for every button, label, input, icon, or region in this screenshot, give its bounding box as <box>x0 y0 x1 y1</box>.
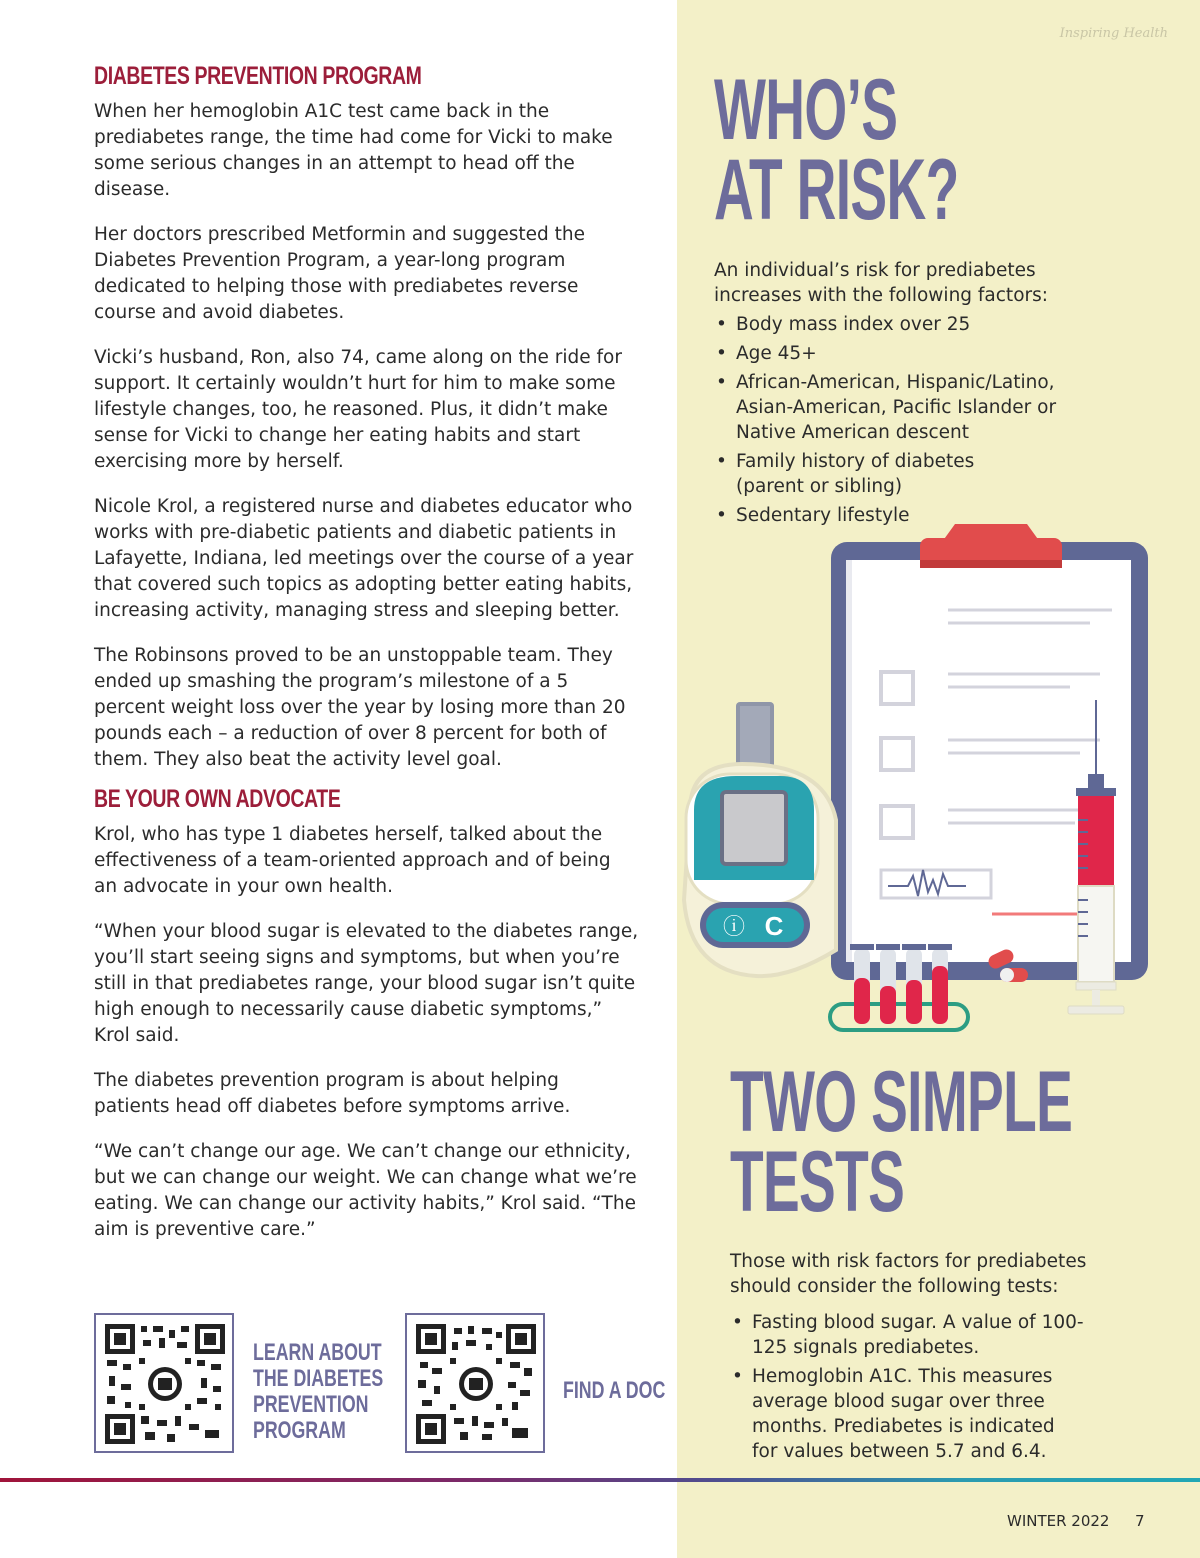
qr-label-line: PROGRAM <box>253 1417 346 1444</box>
qr-label-line: THE DIABETES <box>253 1365 384 1392</box>
qr-pattern-icon <box>105 1324 225 1444</box>
qr-label-line: PREVENTION <box>253 1391 369 1418</box>
paragraph: Vicki’s husband, Ron, also 74, came along on the ride for support. It certainly wouldn’t hurt for him to make some lifestyle changes, too, he reasoned. Plus, it didn’t make sense for Vicki to change her eating habits and start exercising more by herself. <box>94 347 622 472</box>
risk-factor: African-American, Hispanic/Latino, Asian-American, Pacific Islander or Native American descent <box>736 372 1057 443</box>
section2-heading: BE YOUR OWN ADVOCATE <box>94 785 341 813</box>
article-column <box>94 62 639 1262</box>
qr-pattern-icon <box>416 1324 536 1444</box>
medical-illustration <box>670 520 1200 1040</box>
qr-code-dpp[interactable] <box>94 1313 234 1453</box>
meter-info-button: ⓘ <box>722 915 746 940</box>
list-item <box>730 1364 1082 1464</box>
page-number: 7 <box>1135 1512 1145 1530</box>
tests-title-line: TESTS <box>730 1134 905 1230</box>
paragraph: The diabetes prevention program is about helping patients head off diabetes before symptoms arrive. <box>94 1070 571 1117</box>
paragraph: When her hemoglobin A1C test came back in the prediabetes range, the time had come for Vicki to make some serious changes in an attempt to head off the disease. <box>94 101 613 200</box>
risk-title-line: AT RISK? <box>714 142 959 238</box>
bullet-icon: • <box>732 1366 743 1387</box>
list-item <box>714 341 1074 366</box>
paragraph: Nicole Krol, a registered nurse and diabetes educator who works with pre-diabetic patients and diabetic patients in Lafayette, Indiana, led meetings over the course of a year that covered such topics as adopting better eating habits, increasing activity, managing stress and sleeping better. <box>94 496 634 621</box>
paragraph: The Robinsons proved to be an unstoppable team. They ended up smashing the program’s milestone of a 5 percent weight loss over the year by losing more than 20 pounds each – a reduction of over 8 percent for both of them. They also beat the activity level goal. <box>94 645 626 770</box>
issue-label: WINTER 2022 <box>1007 1512 1110 1530</box>
test-item: Hemoglobin A1C. This measures average blood sugar over three months. Prediabetes is indicated for values between 5.7 and 6.4. <box>752 1366 1055 1462</box>
paragraph: Her doctors prescribed Metformin and suggested the Diabetes Prevention Program, a year-long program dedicated to helping those with prediabetes reverse course and avoid diabetes. <box>94 224 585 323</box>
risk-factor: Age 45+ <box>736 343 817 364</box>
glucose-meter-icon <box>684 702 836 976</box>
risk-factor: Body mass index over 25 <box>736 314 971 335</box>
paragraph: Krol, who has type 1 diabetes herself, talked about the effectiveness of a team-oriented approach and of being an advocate in your own health. <box>94 824 611 897</box>
list-item <box>714 449 1006 499</box>
bullet-icon: • <box>716 505 727 526</box>
bullet-icon: • <box>716 451 727 472</box>
bullet-icon: • <box>716 372 727 393</box>
brand-label: Inspiring Health <box>1059 26 1168 41</box>
tests-list <box>730 1310 1115 1468</box>
footer-rule <box>0 1478 1200 1482</box>
tests-intro: Those with risk factors for prediabetes should consider the following tests: <box>730 1251 1087 1297</box>
bullet-icon: • <box>732 1312 743 1333</box>
risk-factor: Family history of diabetes (parent or sibling) <box>736 451 975 497</box>
list-item <box>730 1310 1115 1360</box>
qr-code-find-doc[interactable] <box>405 1313 545 1453</box>
qr-label-dpp[interactable] <box>253 1340 383 1444</box>
qr-label-line: LEARN ABOUT <box>253 1339 382 1366</box>
qr-label-find-doc[interactable] <box>563 1378 665 1404</box>
tests-title <box>730 1054 1073 1230</box>
list-item <box>714 312 1074 337</box>
risk-title-line: WHO’S <box>714 62 898 158</box>
paragraph: “When your blood sugar is elevated to the diabetes range, you’ll start seeing signs and symptoms, but when you’re still in that prediabetes range, your blood sugar isn’t quite high enough to necessarily cause diabetic symptoms,” Krol said. <box>94 921 639 1046</box>
qr-label-line: FIND A DOC <box>563 1377 666 1404</box>
risk-factor: Sedentary lifestyle <box>736 505 910 526</box>
list-item <box>714 370 1074 445</box>
tests-title-line: TWO SIMPLE <box>730 1054 1073 1150</box>
bullet-icon: • <box>716 314 727 335</box>
risk-factor-list <box>714 312 1074 532</box>
meter-c-button: C <box>764 911 784 941</box>
risk-intro: An individual’s risk for prediabetes increases with the following factors: <box>714 260 1048 306</box>
test-item: Fasting blood sugar. A value of 100-125 signals prediabetes. <box>752 1312 1084 1358</box>
section1-heading: DIABETES PREVENTION PROGRAM <box>94 62 422 90</box>
paragraph: “We can’t change our age. We can’t change our ethnicity, but we can change our weight. We can change what we’re eating. We can change our activity habits,” Krol said. “The aim is preventive care.” <box>94 1141 637 1240</box>
risk-title <box>714 62 959 238</box>
bullet-icon: • <box>716 343 727 364</box>
